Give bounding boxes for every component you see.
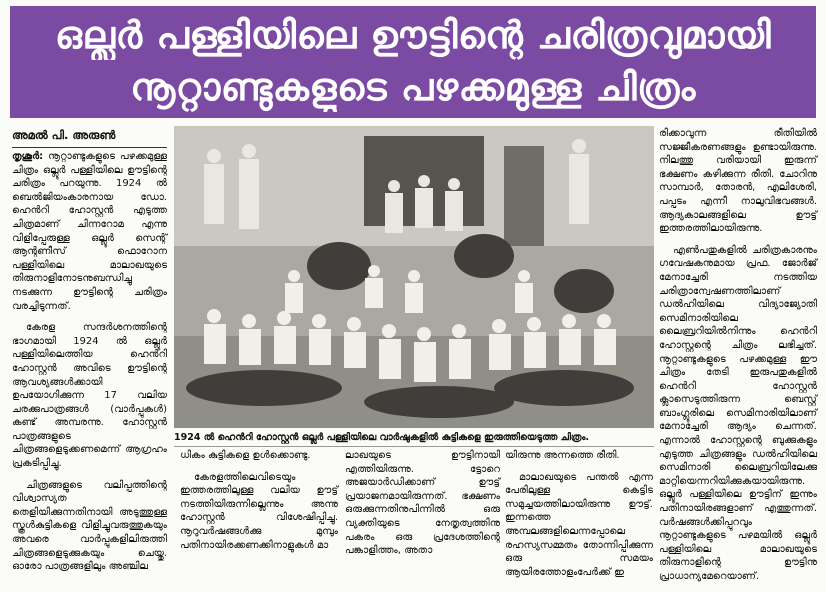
- paragraph: കേരളത്തിലെവിടെയും ഇത്തരത്തിലുള്ള വലിയ ഊട്ട് നടത്തിയിരുന്നില്ലെന്നും അന്നു ഹോസ്റ്റൻ വിശേഷിപ്പിച്ചു. നൂറുവർഷങ്ങൾക്കു മുമ്പും പതിനായിരക്കണക്കിനാളുകൾ മാ: [180, 471, 338, 551]
- paragraph: മാലാഖയുടെ പന്തൽ എന്ന പേരിലുള്ള കെട്ടിട സമുച്ചയത്തിലായിരുന്നു ഊട്ട്. ഇന്നത്തെ അമ്പലങ്ങളിലെന്നപ്പോലെ രഹസ്യസമ്മതം തോന്നിപ്പിക്കുന്ന ഒരു സമയം ആയിരത്തോളംപേർക്ക് ഇ: [505, 471, 653, 578]
- old-photograph-icon: [174, 126, 654, 428]
- photo-caption: 1924 ൽ ഹെൻറി ഹോസ്റ്റൻ ഒല്ലൂർ പള്ളിയിലെ വാർഷുകളിൽ കുട്ടികളെ ഇരുത്തിയെടുത്ത ചിത്രം.: [174, 432, 590, 443]
- historic-photograph: [174, 126, 654, 428]
- paragraph: [12, 150, 167, 313]
- right-column: [659, 127, 817, 592]
- paragraph-text: നൂറ്റാണ്ടുകളുടെ പഴക്കമുള്ള ചിത്രം ഒല്ലൂർ പള്ളിയിലെ ഊട്ടിന്റെ ചരിത്രം പറയുന്നു. 1924 ൽ ബെൽജിയംകാരനായ ഡോ. ഹെൻറി ഹോസ്റ്റൻ എടുത്ത ചിത്രമാണ് ചിന്നറോമ എന്നു വിളിപ്പേരുള്ള ഒല്ലൂർ സെന്റ് ആന്റണീസ് ഫൊറോന പള്ളിയിലെ മാലാഖയുടെ തിരുനാളിനോടനുബന്ധിച്ചു നടക്കുന്ന ഊട്ടിന്റെ ചരിത്രം വരച്ചിടുന്നത്.: [12, 151, 167, 312]
- paragraph: രിക്കാവുന്ന രീതിയിൽ സജ്ജീകരണങ്ങളും ഉണ്ടായിരുന്നു. നിലത്തു വരിയായി ഇരുന്ന് ഭക്ഷണം കഴിക്കുന്ന രീതി. ചോറിനു സാമ്പാർ, തോരൻ, എലിശേരി, പപ്പടം എന്നീ നാലുവിഭവങ്ങൾ. ആദ്യകാലങ്ങളിലെ ഊട്ട് ഇത്തരത്തിലായിരുന്നു.: [659, 128, 817, 235]
- caption-divider: [174, 446, 654, 447]
- paragraph: യിരുന്നു അന്നത്തെ രീതി.: [505, 450, 620, 461]
- paragraph: ചിത്രങ്ങളുടെ വലിപ്പത്തിന്റെ വിശ്വാസ്യത തെളിയിക്കുന്നതിനായി അടുത്തുള്ള സ്കൂൾകുട്ടികളെ വിളിച്ചുവരുത്തുകയും അവരെ വാർപ്പുകളിലിരുത്തി ചിത്രങ്ങളെടുക്കുകയും ചെയ്തു. ഓരോ പാത്രങ്ങളിലും അഞ്ചില: [12, 479, 167, 573]
- dateline: തൃശൂർ:: [12, 151, 44, 162]
- bottom-column-1: [180, 449, 338, 560]
- byline: അമൽ പി. അരുൺ: [12, 128, 167, 148]
- bottom-column-2: [345, 449, 500, 566]
- paragraph: ധികം കുട്ടികളെ ഉൾക്കൊണ്ടു.: [180, 450, 311, 461]
- headline-line-1: ഒല്ലൂർ പള്ളിയിലെ ഊട്ടിന്റെ ചരിത്രവുമായി: [54, 13, 772, 57]
- paragraph: കേരള സന്ദർശനത്തിന്റെ ഭാഗമായി 1924 ൽ ഒല്ലൂർ പള്ളിയിലെത്തിയ ഹെൻറി ഹോസ്റ്റൻ അവിടെ ഊട്ടിന്റെ ആവശ്യങ്ങൾക്കായി ഉപയോഗിക്കുന്ന 17 വലിയ ചരക്കുപാത്രങ്ങൾ (വാർപ്പുകൾ) കണ്ട് അമ്പരന്നു. ഹോസ്റ്റൻ പാത്രങ്ങളുടെ ചിത്രങ്ങളെടുക്കണമെന്ന് ആഗ്രഹം പ്രകടിപ്പിച്ചു.: [12, 322, 167, 470]
- paragraph: ലാഖയുടെ ഊട്ടിനായി എത്തിയിരുന്നു. ട്ടോറെ അജയാർഡിക്കാണ് ഊട്ട് പ്രയാജനമായിരുന്നത്. ഭക്ഷണം ഒരുക്കുന്നതിനുപിന്നിൽ ഒരു വ്യക്തിയുടെ നേതൃത്വത്തിനു പകരം ഒരു പ്രദേശത്തിന്റെ പങ്കാളിത്തം, അതാ: [345, 450, 500, 557]
- left-column: [12, 150, 167, 582]
- paragraph: എൺപതുകളിൽ ചരിത്രകാരനും ഗവേഷകനുമായ പ്രഫ. ജോർജ് മേനാച്ചേരി നടത്തിയ ചരിത്രാന്വേഷണത്തിലാണ് ഡൽഹിയിലെ വിദ്യാജ്യോതി സെമിനാരിയിലെ ലൈബ്രറിയിൽനിന്നും ഹെൻറി ഹോസ്റ്റന്റെ ചിത്രം ലഭിച്ചത്. നൂറ്റാണ്ടുകളുടെ പഴക്കമുള്ള ഈ ചിത്രം തേടി ഇരുപതുകളിൽ ഹെൻറി ഹോസ്റ്റൻ ക്ലാസെടുത്തിരുന്ന ബെസ്റ്റ് ബാംഗ്ലൂരിലെ സെമിനാരിയിലാണ് മേനാച്ചേരി ആദ്യം ചെന്നത്. എന്നാൽ ഹോസ്റ്റന്റെ ബുക്കുകളും എടുത്ത ചിത്രങ്ങളും ഡൽഹിയിലെ സെമിനാരി ലൈബ്രറിയിലേക്കു മാറ്റിയെന്നറിയിക്കുകയായിരുന്നു. ഒല്ലൂർ പള്ളിയിലെ ഊട്ടിന് ഇന്നും പതിനായിരങ്ങളാണ് എത്തുന്നത്. വർഷങ്ങൾക്കിപ്പുറവും നൂറ്റാണ്ടുകളുടെ പഴമയിൽ ഒല്ലൂർ പള്ളിയിലെ മാലാഖയുടെ തിരുനാളിന്റെ ഊട്ടിനു പ്രാധാന്യമേറെയാണ്.: [659, 244, 817, 582]
- bottom-column-3: [505, 449, 653, 587]
- headline-banner: [10, 6, 816, 118]
- headline-line-2: നൂറ്റാണ്ടുകളുടെ പഴക്കമുള്ള ചിത്രം: [130, 65, 696, 109]
